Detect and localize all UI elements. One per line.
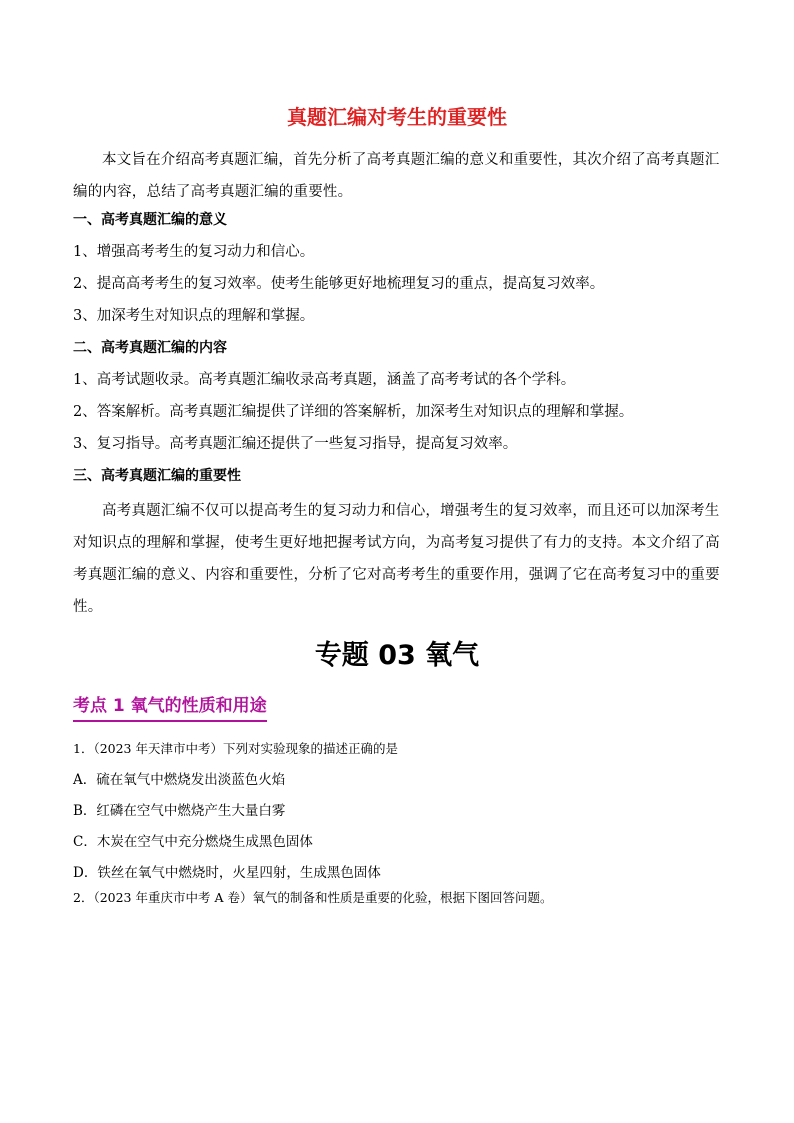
question1-option-d: D．铁丝在氧气中燃烧时，火星四射，生成黑色固体 xyxy=(73,865,381,881)
question2-stem: 2．（2023 年重庆市中考 A 卷）氧气的制备和性质是重要的化验，根据下图回答问题。 xyxy=(73,890,553,905)
topic-title: 专题 03 氧气 xyxy=(314,640,480,671)
section2-item: 2、答案解析。高考真题汇编提供了详细的答案解析，加深考生对知识点的理解和掌握。 xyxy=(73,404,634,420)
section2-heading: 二、高考真题汇编的内容 xyxy=(73,340,227,356)
kaodian-heading: 考点 1 氧气的性质和用途 xyxy=(73,692,267,722)
section1-heading: 一、高考真题汇编的意义 xyxy=(73,212,227,228)
question1-stem: 1．（2023 年天津市中考）下列对实验现象的描述正确的是 xyxy=(73,741,398,756)
intro-paragraph: 本文旨在介绍高考真题汇编，首先分析了高考真题汇编的意义和重要性，其次介绍了高考真题汇编的内容，总结了高考真题汇编的重要性。 xyxy=(73,152,720,200)
section1-item: 2、提高高考考生的复习效率。使考生能够更好地梳理复习的重点，提高复习效率。 xyxy=(73,276,605,292)
document-title: 真题汇编对考生的重要性 xyxy=(287,105,507,129)
section1-item: 1、增强高考考生的复习动力和信心。 xyxy=(73,244,315,260)
section2-item: 3、复习指导。高考真题汇编还提供了一些复习指导，提高复习效率。 xyxy=(73,436,518,452)
question1-option-b: B．红磷在空气中燃烧产生大量白雾 xyxy=(73,803,286,819)
section1-item: 3、加深考生对知识点的理解和掌握。 xyxy=(73,308,315,324)
section3-heading: 三、高考真题汇编的重要性 xyxy=(73,468,241,484)
section3-paragraph: 高考真题汇编不仅可以提高考生的复习动力和信心，增强考生的复习效率，而且还可以加深考生对知识点的理解和掌握，使考生更好地把握考试方向，为高考复习提供了有力的支持。本文介绍了高考真题汇编的意义、内容和重要性，分析了它对高考考生的重要作用，强调了它在高考复习中的重要性。 xyxy=(73,503,720,615)
question1-option-c: C．木炭在空气中充分燃烧生成黑色固体 xyxy=(73,834,313,850)
question1-option-a: A．硫在氧气中燃烧发出淡蓝色火焰 xyxy=(73,772,286,788)
section2-item: 1、高考试题收录。高考真题汇编收录高考真题，涵盖了高考考试的各个学科。 xyxy=(73,372,576,388)
